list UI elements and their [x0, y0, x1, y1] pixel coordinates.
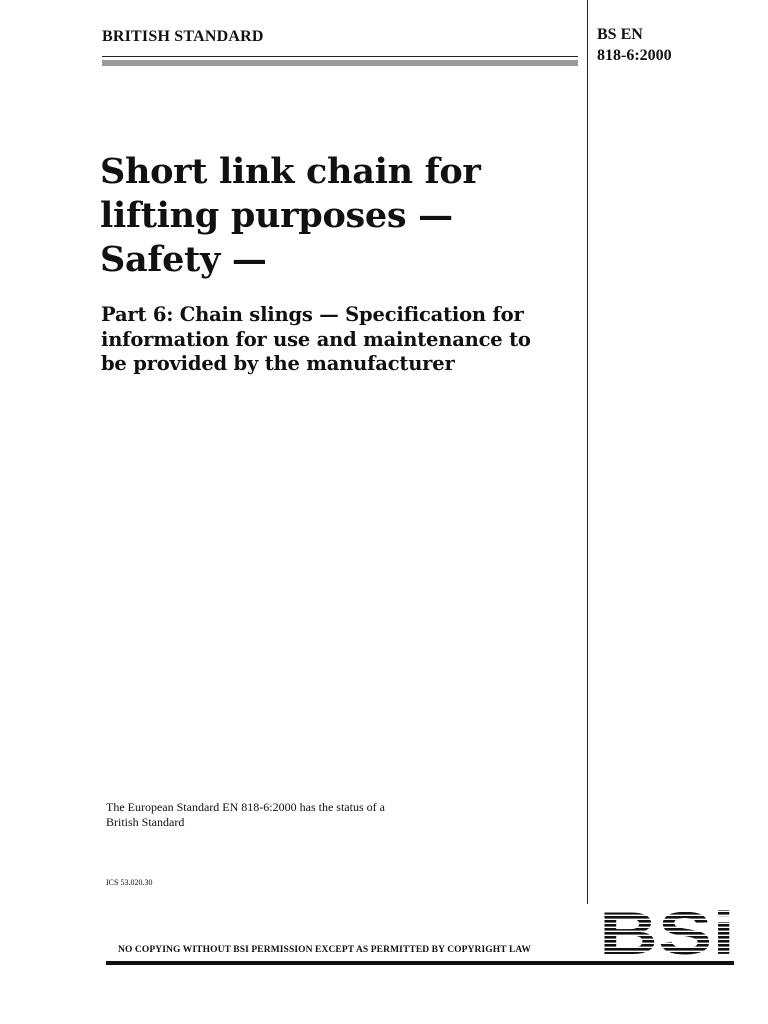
title-line: Short link chain for [100, 151, 481, 192]
vertical-divider [587, 0, 588, 904]
status-statement [106, 800, 466, 830]
subtitle-line: information for use and maintenance to [101, 327, 531, 351]
standard-number-line-1: BS EN [597, 26, 643, 43]
title-line: lifting purposes — [100, 195, 453, 236]
standard-number [597, 24, 672, 66]
subtitle-line: Part 6: Chain slings — Specification for [101, 303, 524, 326]
header-rule-thick [102, 60, 578, 66]
bsi-logo [600, 908, 734, 956]
footer-rule [106, 961, 734, 965]
status-line-2: British Standard [106, 815, 185, 829]
copyright-notice: NO COPYING WITHOUT BSI PERMISSION EXCEPT AS PERMITTED BY COPYRIGHT LAW [118, 945, 531, 955]
header-label: BRITISH STANDARD [102, 28, 264, 45]
title-line: Safety — [100, 239, 267, 280]
bsi-logo-graphic [600, 908, 734, 956]
status-line-1: The European Standard EN 818-6:2000 has the status of a [106, 800, 385, 814]
header-rule-thin [102, 56, 578, 57]
standard-number-line-2: 818-6:2000 [597, 47, 672, 64]
document-title [100, 150, 580, 282]
subtitle-line: be provided by the manufacturer [101, 352, 455, 375]
ics-code: ICS 53.020.30 [106, 878, 153, 887]
document-subtitle [101, 303, 581, 377]
